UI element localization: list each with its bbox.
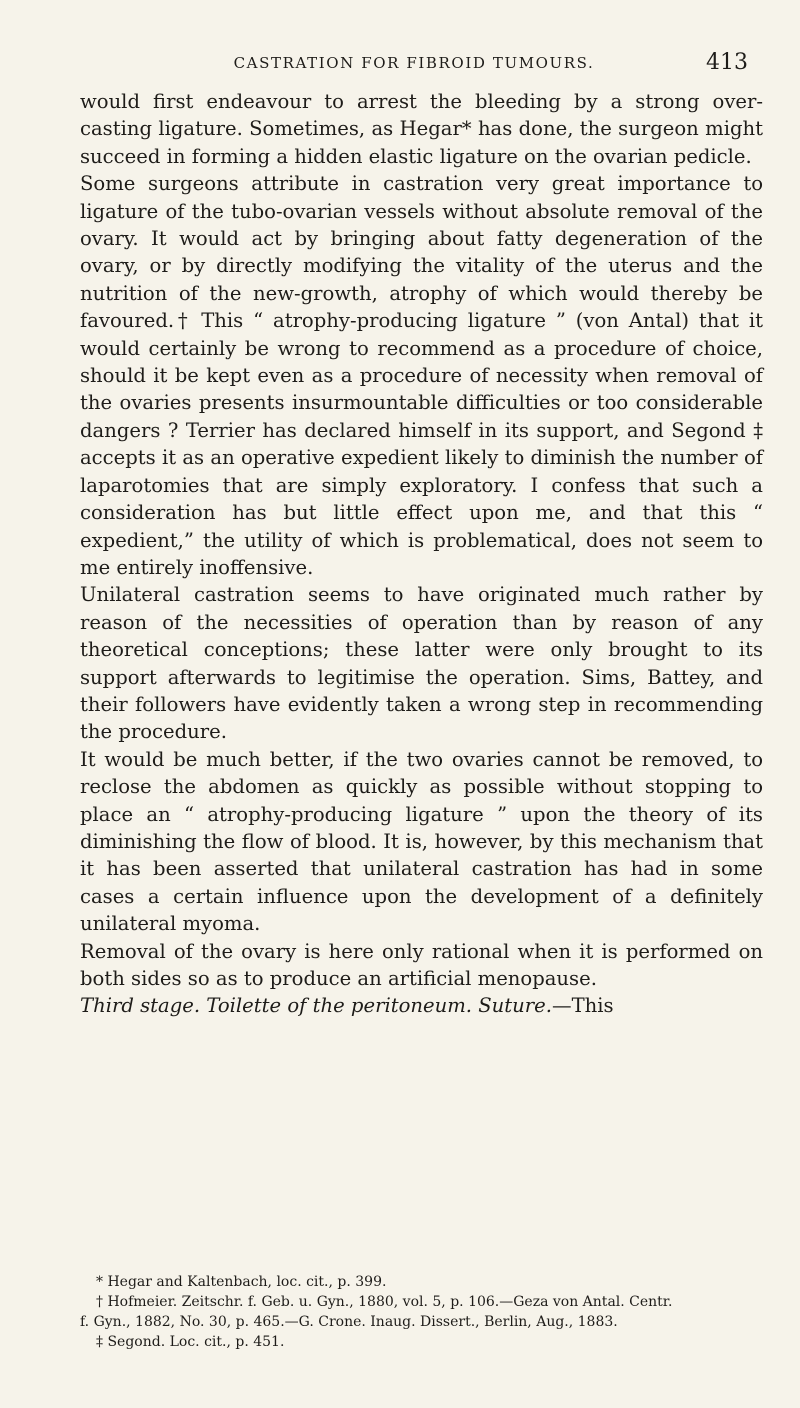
paragraph-2 [80, 170, 763, 581]
paragraph-2-part-a: Some surgeons attribute in castration very great importance to ligature of the tubo-ovarian vessels without absolute removal of the ovary. It would act by bringing about fatty degeneration of the ovary, or by directly modifying the vitality of the uterus and the nutrition of the new-growth, atrophy of which would thereby be favoured. [80, 172, 763, 333]
running-title: CASTRATION FOR FIBROID TUMOURS. [233, 54, 595, 72]
paragraph-6-rest: —This [551, 994, 614, 1018]
paragraph-1: would first endeavour to arrest the bleeding by a strong over-casting ligature. Sometimes, as Hegar* has done, the surgeon might succeed in forming a hidden elastic ligature on the ovarian pedicle. [80, 90, 763, 168]
paragraph-3: Unilateral castration seems to have originated much rather by reason of the necessities of operation than by reason of any theoretical conceptions; these latter were only brought to its support afterwards to legitimise the operation. Sims, Battey, and their followers have evidently taken a wrong step in recommending the procedure. [80, 583, 763, 744]
paragraph-2-part-c: accepts it as an operative expedient likely to diminish the number of laparotomies that are simply exploratory. I confess that such a consideration has but little effect upon me, and that this “ expedient,” the utility of which is problematical, does not seem to me entirely inoffensive. [80, 446, 763, 579]
paragraph-5: Removal of the ovary is here only rational when it is performed on both sides so as to produce an artificial menopause. [80, 939, 763, 990]
footnote-3: ‡ Segond. Loc. cit., p. 451. [96, 1334, 285, 1350]
section-heading-italic: Third stage. Toilette of the peritoneum. Suture. [80, 994, 552, 1018]
footnote-mark-double-dagger: ‡ [753, 418, 763, 442]
footnotes [80, 1272, 763, 1352]
page-header [80, 50, 748, 82]
footnote-mark-dagger: † [174, 309, 192, 333]
paragraph-2-part-b: This “ atrophy-producing ligature ” (von Antal) that it would certainly be wrong to recommend as a procedure of choice, should it be kept even as a procedure of necessity when removal of the ovaries presents insurmountable difficulties or too considerable dangers ? Terrier has declared himself in its support, and Segond [80, 309, 763, 442]
footnote-2-continued: f. Gyn., 1882, No. 30, p. 465.—G. Crone. Inaug. Dissert., Berlin, Aug., 1883. [80, 1314, 618, 1330]
body-text [80, 88, 763, 1020]
paragraph-4: It would be much better, if the two ovaries cannot be removed, to reclose the abdomen as quickly as possible without stopping to place an “ atrophy-producing ligature ” upon the theory of its diminishing the flow of blood. It is, however, by this mechanism that it has been asserted that unilateral castration has had in some cases a certain influence upon the development of a definitely unilateral myoma. [80, 747, 763, 936]
footnote-2: † Hofmeier. Zeitschr. f. Geb. u. Gyn., 1880, vol. 5, p. 106.—Geza von Antal. Centr. [96, 1294, 673, 1310]
page-number: 413 [706, 50, 748, 75]
paragraph-6 [80, 992, 763, 1019]
footnote-1: * Hegar and Kaltenbach, loc. cit., p. 399. [96, 1274, 387, 1290]
